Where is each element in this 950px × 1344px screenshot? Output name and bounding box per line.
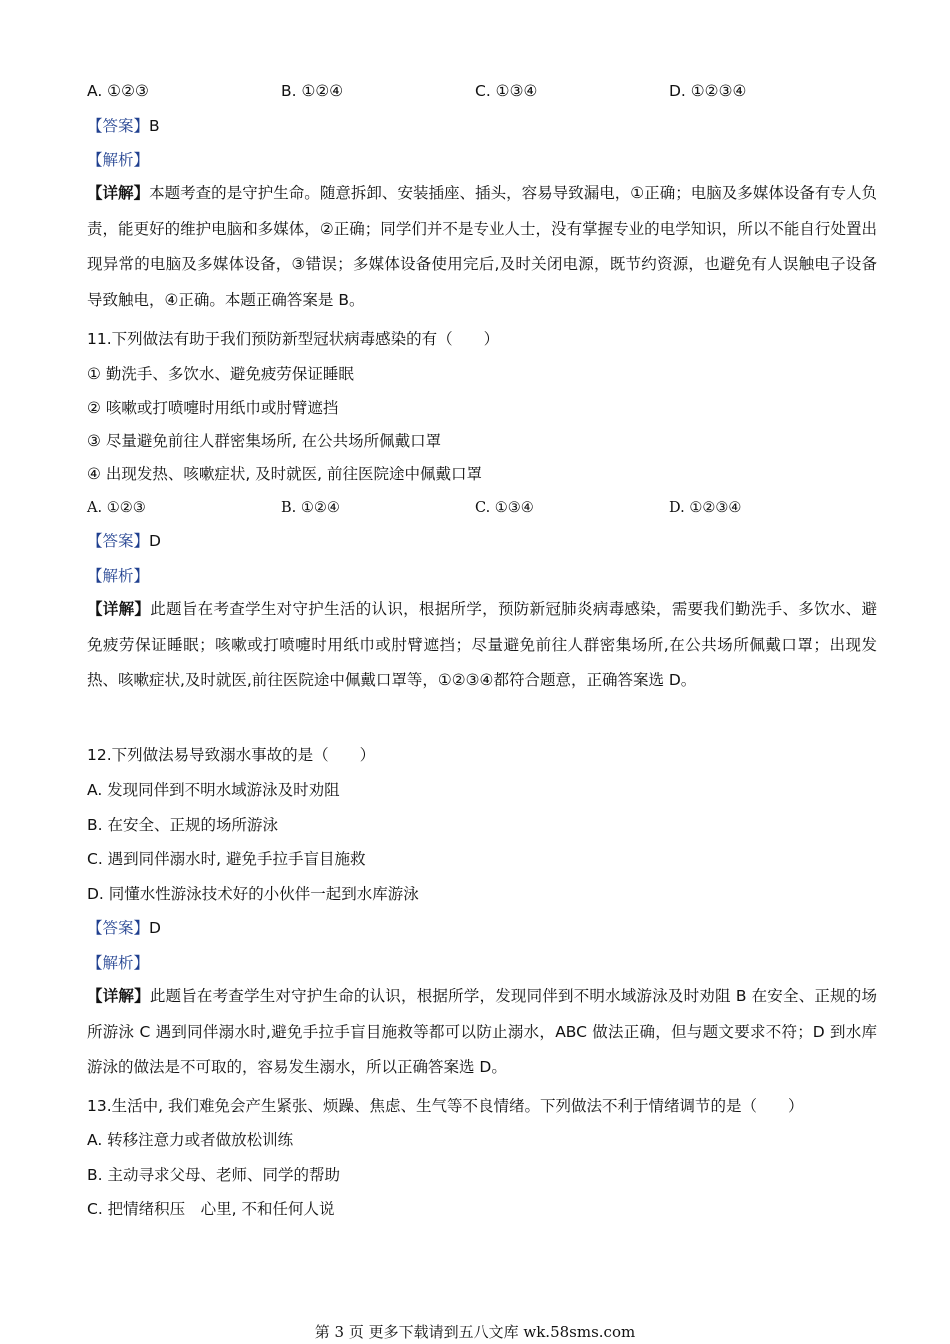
q11-option-b: B. ①②④: [281, 500, 340, 516]
q11-item-3: ③ 尽量避免前往人群密集场所, 在公共场所佩戴口罩: [87, 432, 442, 450]
q12-detail: [87, 979, 877, 1086]
q11-answer: [87, 531, 161, 551]
answer-tag: 【答案】: [87, 117, 150, 135]
q12-stem: 12.下列做法易导致溺水事故的是（ ）: [87, 746, 376, 764]
q12-answer: [87, 918, 161, 938]
q10-detail: [87, 176, 877, 318]
q10-answer: [87, 116, 160, 136]
q11-analysis-heading: [87, 566, 149, 586]
q13-option-b: B. 主动寻求父母、老师、同学的帮助: [87, 1166, 340, 1184]
q13-option-a: A. 转移注意力或者做放松训练: [87, 1131, 294, 1149]
answer-value: B: [149, 117, 160, 135]
q11-item-1: ① 勤洗手、多饮水、避免疲劳保证睡眠: [87, 365, 354, 383]
q11-stem: 11.下列做法有助于我们预防新型冠状病毒感染的有（ ）: [87, 330, 500, 348]
q10-option-c: C. ①③④: [475, 82, 538, 100]
answer-value: D: [149, 532, 161, 550]
detail-text: 本题考查的是守护生命。随意拆卸、安装插座、插头，容易导致漏电，①正确；电脑及多媒体设备有专人负责，能更好的维护电脑和多媒体，②正确；同学们并不是专业人士，没有掌握专业的电学知识，所以不能自行处置出现异常的电脑及多媒体设备，③错误；多媒体设备使用完后,及时关闭电源，既节约资源，也避免有人误触电子设备导致触电，④正确。本题正确答案是 B。: [87, 184, 877, 309]
detail-text: 此题旨在考查学生对守护生命的认识，根据所学，发现同伴到不明水域游泳及时劝阻 B 在安全、正规的场所游泳 C 遇到同伴溺水时,避免手拉手盲目施救等都可以防止溺水，ABC 做法正确，但与题文要求不符；D 到水库游泳的做法是不可取的，容易发生溺水，所以正确答案选 D。: [87, 987, 877, 1076]
q12-option-a: A. 发现同伴到不明水域游泳及时劝阻: [87, 781, 340, 799]
q10-option-a: A. ①②③: [87, 82, 149, 100]
q11-detail: [87, 592, 877, 699]
detail-tag: 【详解】: [87, 987, 150, 1005]
q11-option-a: A. ①②③: [87, 500, 146, 516]
q10-analysis-heading: [87, 150, 149, 170]
detail-tag: 【详解】: [87, 600, 151, 618]
analysis-tag: 【解析】: [87, 954, 150, 972]
analysis-tag: 【解析】: [87, 151, 150, 169]
q12-option-d: D. 同懂水性游泳技术好的小伙伴一起到水库游泳: [87, 885, 419, 903]
detail-tag: 【详解】: [87, 184, 150, 202]
answer-tag: 【答案】: [87, 532, 150, 550]
q13-option-c: C. 把情绪积压 心里, 不和任何人说: [87, 1200, 335, 1218]
q12-option-b: B. 在安全、正规的场所游泳: [87, 816, 278, 834]
q11-item-2: ② 咳嗽或打喷嚏时用纸巾或肘臂遮挡: [87, 399, 339, 417]
analysis-tag: 【解析】: [87, 567, 150, 585]
q11-item-4: ④ 出现发热、咳嗽症状, 及时就医, 前往医院途中佩戴口罩: [87, 465, 483, 483]
q11-option-c: C. ①③④: [475, 500, 534, 516]
answer-tag: 【答案】: [87, 919, 150, 937]
q11-option-d: D. ①②③④: [669, 500, 742, 516]
answer-value: D: [149, 919, 161, 937]
q12-analysis-heading: [87, 953, 149, 973]
q12-option-c: C. 遇到同伴溺水时, 避免手拉手盲目施救: [87, 850, 366, 868]
q13-stem: 13.生活中, 我们难免会产生紧张、烦躁、焦虑、生气等不良情绪。下列做法不利于情绪调节的是（ ）: [87, 1097, 804, 1115]
page-footer: 第 3 页 更多下载请到五八文库 wk.58sms.com: [314, 1323, 636, 1341]
q10-option-d: D. ①②③④: [669, 82, 747, 100]
q10-option-b: B. ①②④: [281, 82, 344, 100]
detail-text: 此题旨在考查学生对守护生活的认识，根据所学，预防新冠肺炎病毒感染，需要我们勤洗手、多饮水、避免疲劳保证睡眠；咳嗽或打喷嚏时用纸巾或肘臂遮挡；尽量避免前往人群密集场所,在公共场所佩戴口罩；出现发热、咳嗽症状,及时就医,前往医院途中佩戴口罩等，①②③④都符合题意，正确答案选 D。: [87, 600, 877, 689]
